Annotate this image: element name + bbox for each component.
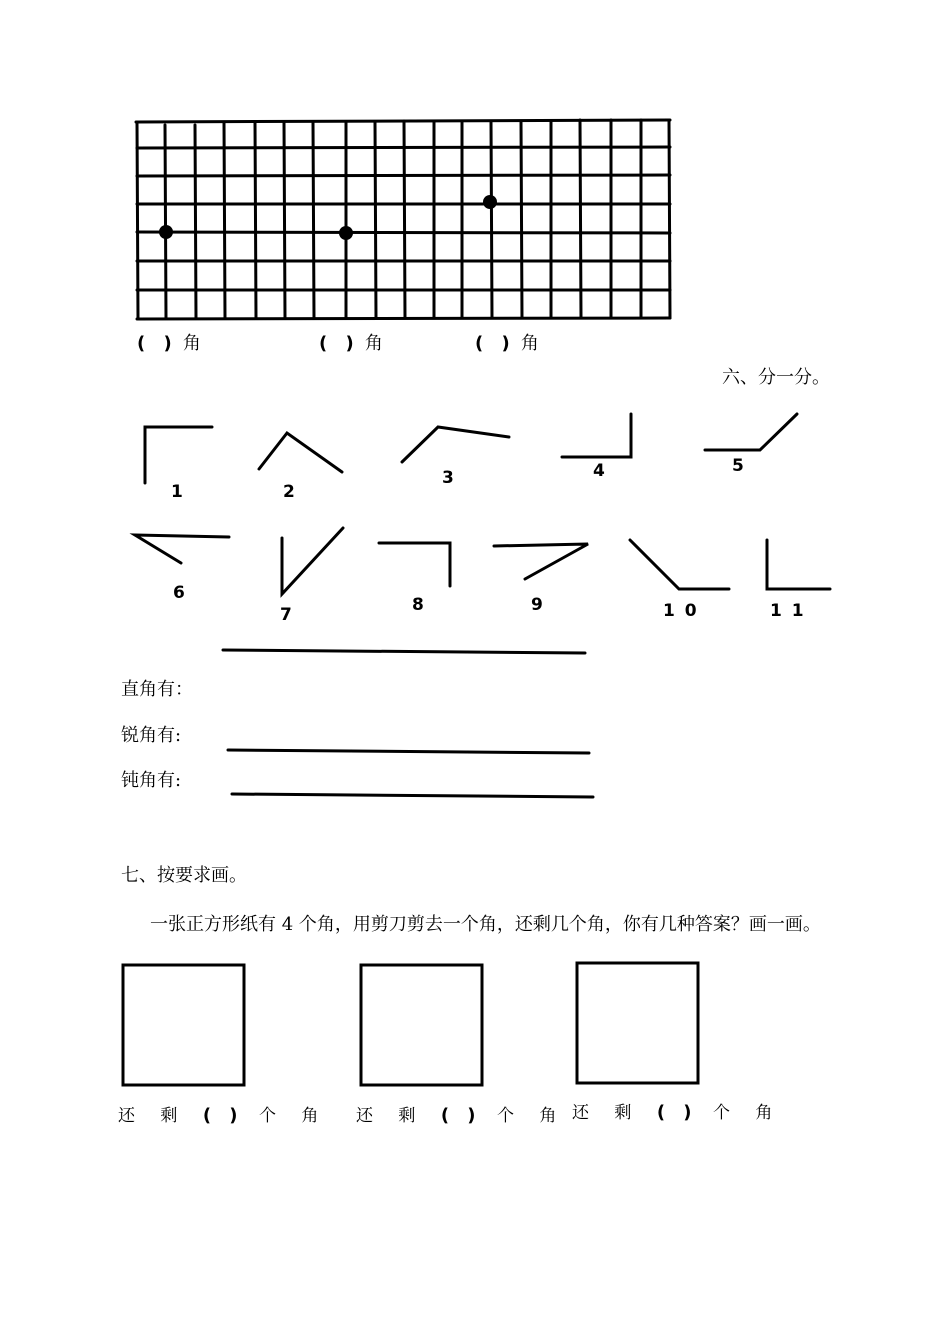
figure-number: 7 [280, 605, 292, 625]
angle-figure-2 [259, 433, 342, 472]
angle-figure-10 [630, 540, 729, 589]
answer-lines [223, 650, 593, 797]
remaining-prefix: 还 剩 [118, 1106, 188, 1126]
remaining-answer-3 [572, 1098, 782, 1123]
remaining-suffix: 个 角 [496, 1106, 567, 1126]
answer-blank[interactable]: ( ) [137, 333, 178, 354]
angle-figure-6 [135, 535, 229, 563]
acute-angle-label: 锐角有: [121, 725, 182, 746]
remaining-prefix: 还 剩 [356, 1106, 426, 1126]
acute-angle-answer-line [228, 750, 589, 753]
remaining-answer-1 [118, 1101, 328, 1126]
figure-number: 4 [593, 461, 605, 481]
angle-figure-7 [282, 528, 343, 594]
grid-blank-3 [475, 329, 539, 355]
angle-figure-5 [705, 414, 797, 450]
angle-figure-3 [402, 427, 509, 462]
figure-number: 1 [171, 482, 183, 502]
obtuse-angle-answer-line [232, 794, 593, 797]
square-papers [123, 963, 698, 1085]
angle-figure-9 [494, 544, 588, 579]
section7-title: 七、按要求画。 [121, 865, 247, 886]
section7-question: 一张正方形纸有 4 个角，用剪刀剪去一个角，还剩几个角，你有几种答案？画一画。 [150, 914, 821, 935]
remaining-answer-2 [356, 1101, 566, 1126]
angle-unit: 角 [182, 333, 201, 354]
remaining-prefix: 还 剩 [572, 1103, 642, 1123]
remaining-suffix: 个 角 [258, 1106, 329, 1126]
figure-number: 6 [173, 583, 185, 603]
grid-point [339, 226, 353, 240]
angle-unit: 角 [364, 333, 383, 354]
grid-point [159, 225, 173, 239]
answer-blank[interactable]: ( ) [440, 1105, 482, 1126]
figure-number: 8 [412, 595, 424, 615]
answer-blank[interactable]: ( ) [475, 333, 516, 354]
answer-blank[interactable]: ( ) [202, 1105, 244, 1126]
dot-grid [136, 120, 670, 319]
remaining-suffix: 个 角 [712, 1103, 783, 1123]
angle-figure-1 [145, 427, 212, 483]
grid-blank-1 [137, 329, 201, 355]
square-paper-1 [123, 965, 244, 1085]
square-paper-3 [577, 963, 698, 1083]
grid-blank-2 [319, 329, 383, 355]
figure-number: 1 1 [770, 601, 804, 621]
obtuse-angle-label: 钝角有: [121, 770, 182, 791]
grid-point [483, 195, 497, 209]
right-angle-answer-line [223, 650, 585, 653]
figure-number: 5 [732, 456, 744, 476]
angle-figure-4 [562, 414, 631, 457]
section6-title: 六、分一分。 [722, 367, 830, 388]
figure-number: 9 [531, 595, 543, 615]
answer-blank[interactable]: ( ) [656, 1102, 698, 1123]
square-paper-2 [361, 965, 482, 1085]
figure-number: 3 [442, 468, 454, 488]
right-angle-label: 直角有： [121, 679, 193, 700]
answer-blank[interactable]: ( ) [319, 333, 360, 354]
figure-number: 2 [283, 482, 295, 502]
angle-unit: 角 [520, 333, 539, 354]
angle-figures [135, 414, 830, 594]
figure-number: 1 0 [663, 601, 697, 621]
angle-figure-8 [379, 543, 450, 586]
angle-figure-11 [767, 540, 830, 589]
